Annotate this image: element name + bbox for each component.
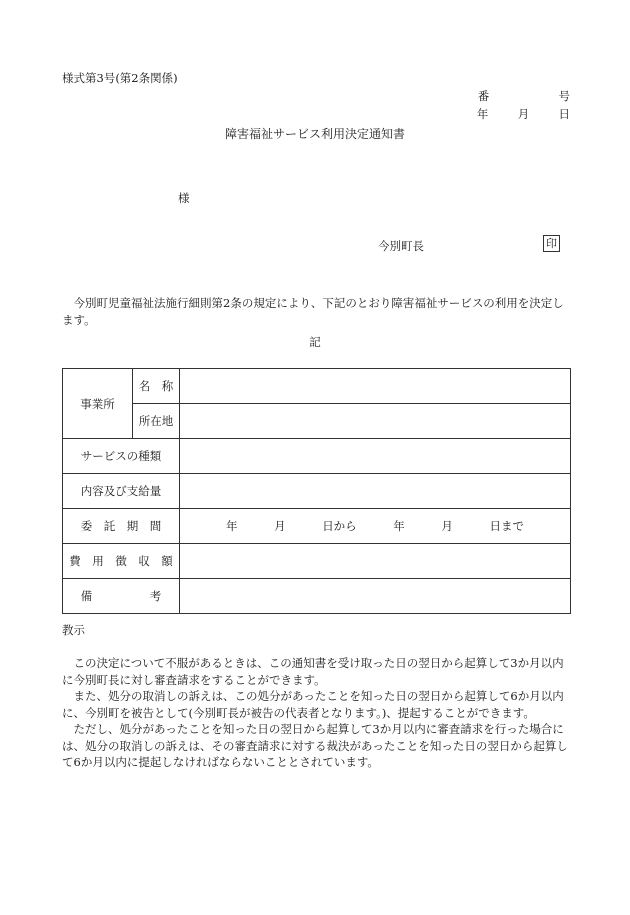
fee-label: 費 用 徴 収 額 <box>63 544 180 579</box>
number-label: 番 <box>477 89 490 103</box>
form-number: 様式第3号(第2条関係) <box>62 71 178 85</box>
office-address-label: 所在地 <box>133 404 180 439</box>
issue-date-row <box>477 106 570 122</box>
note-paragraph: この決定について不服があるときは、この通知書を受け取った日の翌日から起算して3か月以内に今別町長に対し審査請求をすることができます。 <box>62 656 564 687</box>
remarks-cell <box>180 579 571 614</box>
issuer-name: 今別町長 <box>378 239 424 253</box>
table-row <box>63 369 571 404</box>
table-row <box>63 579 571 614</box>
document-number-row <box>478 88 570 104</box>
year-label: 年 <box>476 107 489 121</box>
fee-cell <box>180 544 571 579</box>
period-cell <box>180 509 571 544</box>
table-row <box>63 404 571 439</box>
service-type-label: サービスの種類 <box>63 439 180 474</box>
office-name-label: 名 称 <box>133 369 180 404</box>
seal-mark: 印 <box>543 235 560 252</box>
month-label: 月 <box>517 107 530 121</box>
content-amount-cell <box>180 474 571 509</box>
note-paragraph: また、処分の取消しの訴えは、この処分があったことを知った日の翌日から起算して6か月以内に、今別町を被告として(今別町長が被告の代表者となります。)、提起することができます。 <box>62 689 564 720</box>
table-row <box>63 474 571 509</box>
office-address-cell <box>180 404 571 439</box>
decision-table <box>62 368 571 614</box>
table-row <box>63 544 571 579</box>
addressee-suffix: 様 <box>178 191 190 205</box>
instruction-heading: 教示 <box>62 623 85 637</box>
number-suffix: 号 <box>558 89 570 103</box>
document-title: 障害福祉サービス利用決定通知書 <box>224 127 405 141</box>
office-name-cell <box>180 369 571 404</box>
content-amount-label: 内容及び支給量 <box>63 474 180 509</box>
instruction-notes <box>62 655 572 771</box>
service-type-cell <box>180 439 571 474</box>
period-start-month: 月 <box>274 519 286 533</box>
period-end-year: 年 <box>393 519 405 533</box>
ki-heading: 記 <box>309 335 321 349</box>
period-start-day: 日から <box>322 519 357 533</box>
office-label: 事業所 <box>63 369 133 439</box>
remarks-label: 備 考 <box>63 579 180 614</box>
period-end-month: 月 <box>441 519 453 533</box>
period-label: 委 託 期 間 <box>63 509 180 544</box>
table-row <box>63 509 571 544</box>
day-label: 日 <box>558 107 570 121</box>
note-paragraph: ただし、処分があったことを知った日の翌日から起算して3か月以内に審査請求を行った場合には、処分の取消しの訴えは、その審査請求に対する裁決があったことを知った日の翌日から起算して6か月以内に提起しなければならないこととされています。 <box>62 722 568 769</box>
table-row <box>63 439 571 474</box>
period-start-year: 年 <box>226 519 238 533</box>
decision-text: 今別町児童福祉法施行細則第2条の規定により、下記のとおり障害福祉サービスの利用を決定します。 <box>62 296 564 327</box>
period-end-day: 日まで <box>489 519 524 533</box>
